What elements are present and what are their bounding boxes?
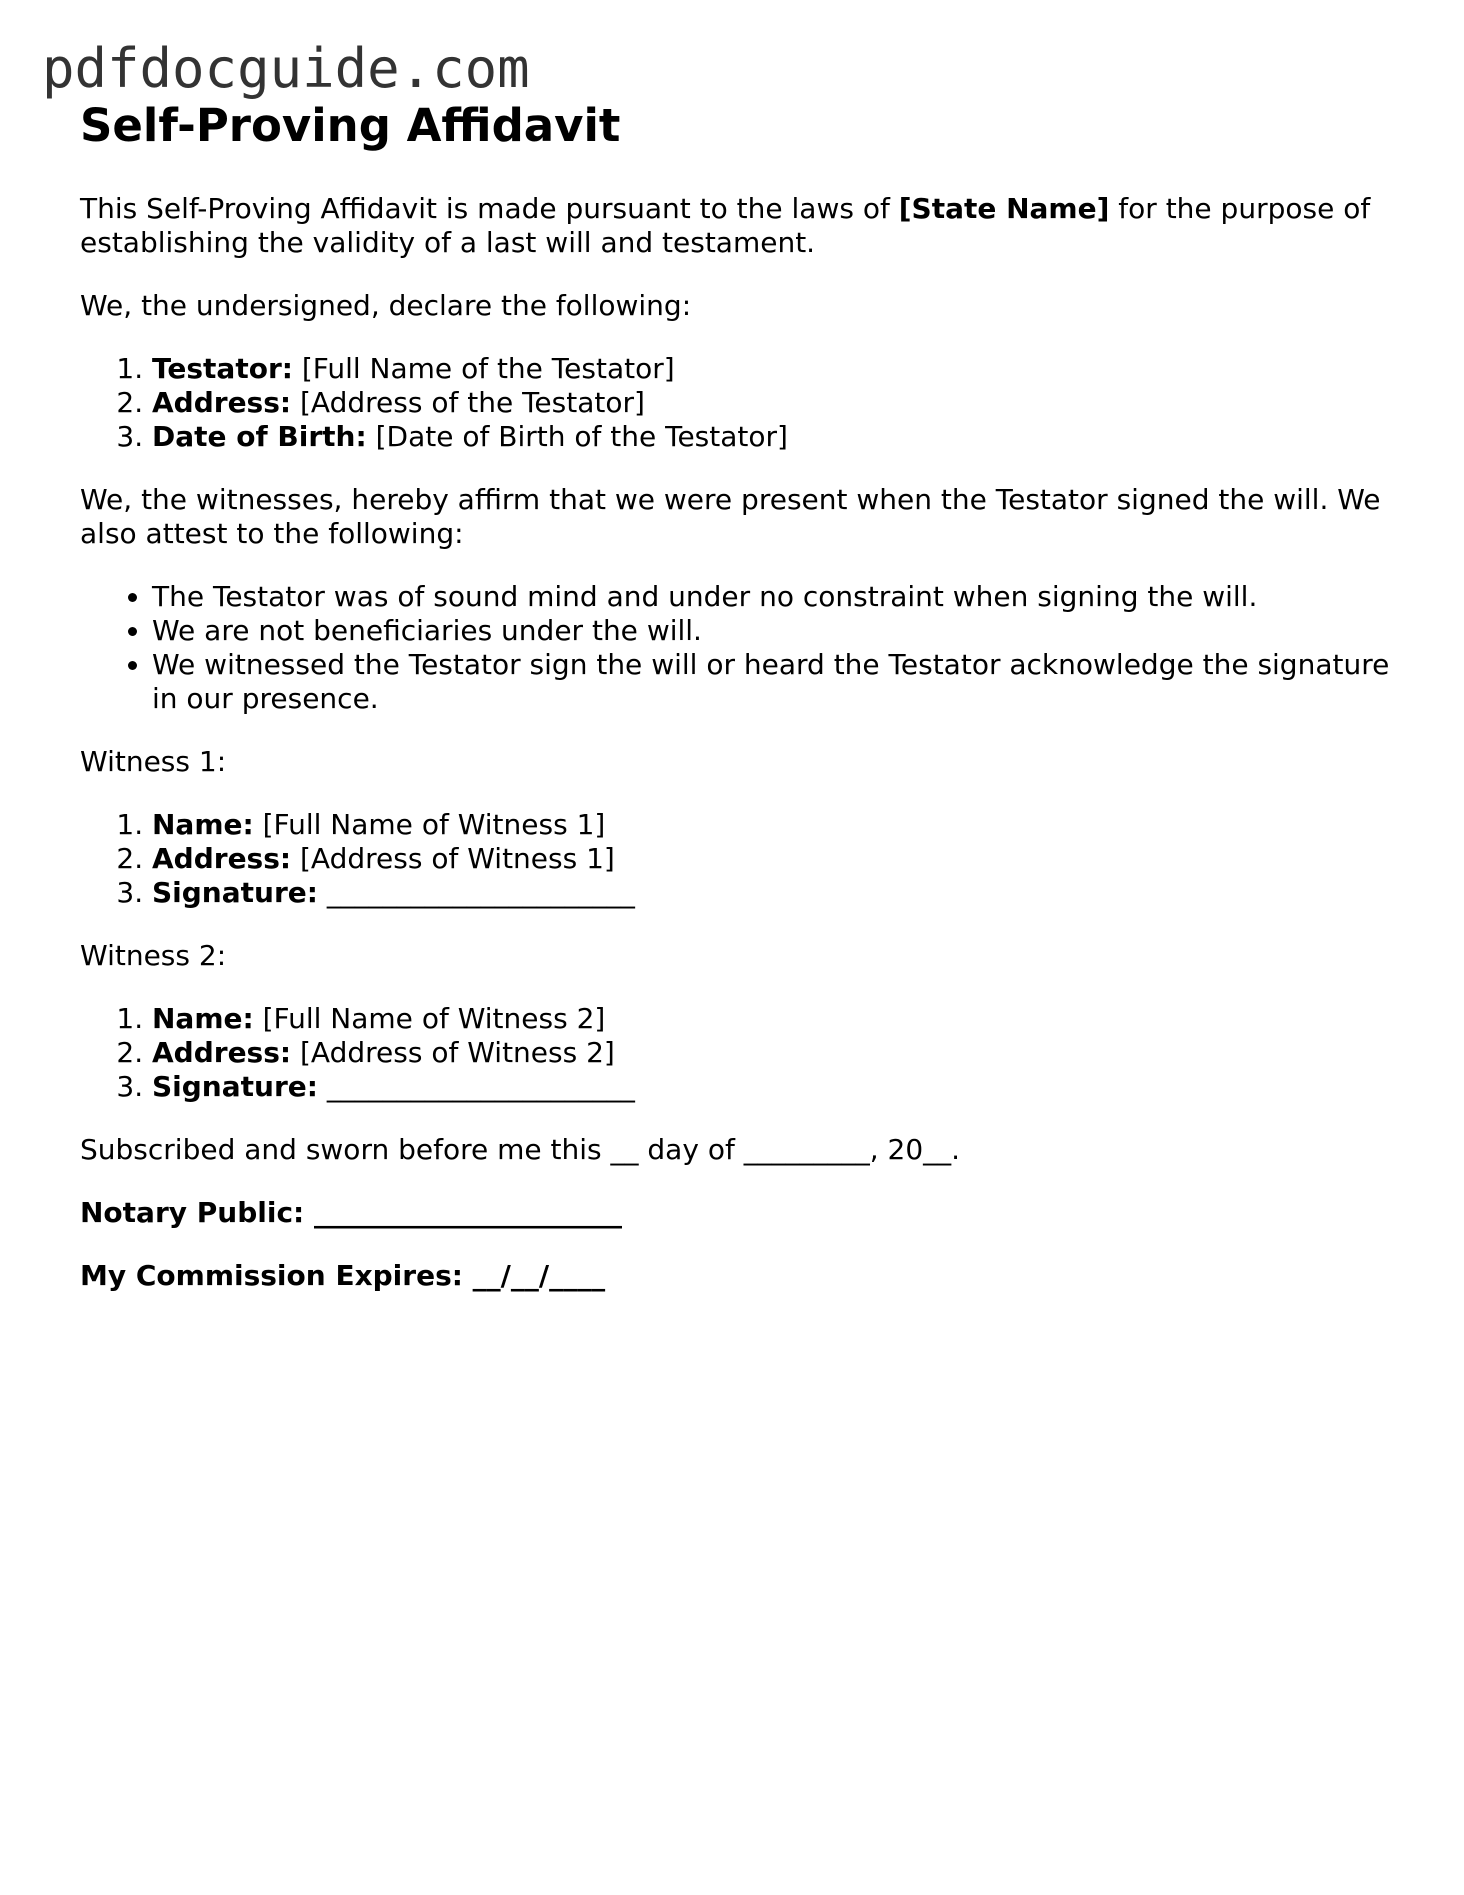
commission-date-blank: __/__/____ <box>462 1259 606 1292</box>
item-value: [Date of Birth of the Testator] <box>366 420 788 453</box>
item-value: [Full Name of Witness 1] <box>253 808 606 841</box>
witness2-signature-item <box>152 1070 1390 1104</box>
witness2-heading: Witness 2: <box>80 939 227 972</box>
item-label: Address: <box>152 1036 292 1069</box>
item-label: Testator: <box>152 352 293 385</box>
item-label: Address: <box>152 842 292 875</box>
attestation-list <box>80 580 1390 716</box>
attestation-item: • The Testator was of sound mind and under no constraint when signing the will. <box>152 580 1390 614</box>
witness2-name-item <box>152 1002 1390 1036</box>
item-value: [Full Name of Witness 2] <box>253 1002 606 1035</box>
notary-signature-line: ______________________ <box>304 1196 622 1229</box>
state-name-placeholder: [State Name] <box>898 192 1110 225</box>
witness1-list <box>80 808 1390 910</box>
attestation-item: • We are not beneficiaries under the will. <box>152 614 1390 648</box>
commission-line <box>80 1259 1390 1293</box>
intro-text-before: This Self-Proving Affidavit is made pursuant to the laws of <box>80 192 899 225</box>
item-label: Date of Birth: <box>152 420 367 453</box>
watermark-logo: pdfdocguide.com <box>42 37 530 100</box>
witness1-address-item <box>152 842 1390 876</box>
signature-line: ______________________ <box>317 1070 635 1103</box>
testator-details-list <box>80 352 1390 454</box>
item-label: Name: <box>152 1002 254 1035</box>
affidavit-document <box>80 98 1390 1322</box>
item-label: Name: <box>152 808 254 841</box>
witness1-name-item <box>152 808 1390 842</box>
notary-label: Notary Public: <box>80 1196 305 1229</box>
witness2-address-item <box>152 1036 1390 1070</box>
affirm-paragraph: We, the witnesses, hereby affirm that we were present when the Testator signed the will. We also attest to the following: <box>80 483 1381 550</box>
item-value: [Address of Witness 1] <box>291 842 615 875</box>
item-label: Signature: <box>152 876 318 909</box>
item-value: [Address of Witness 2] <box>291 1036 615 1069</box>
attestation-item: • We witnessed the Testator sign the will or heard the Testator acknowledge the signature in our presence. <box>152 648 1390 716</box>
witness2-list <box>80 1002 1390 1104</box>
item-label: Address: <box>152 386 292 419</box>
witness1-signature-item <box>152 876 1390 910</box>
subscribed-paragraph: Subscribed and sworn before me this __ day of _________, 20__. <box>80 1133 961 1166</box>
intro-paragraph <box>80 192 1390 260</box>
testator-name-item <box>152 352 1390 386</box>
notary-line <box>80 1196 1390 1230</box>
declare-paragraph: We, the undersigned, declare the following: <box>80 289 692 322</box>
item-value: [Address of the Testator] <box>291 386 645 419</box>
item-value: [Full Name of the Testator] <box>292 352 675 385</box>
signature-line: ______________________ <box>317 876 635 909</box>
item-label: Signature: <box>152 1070 318 1103</box>
document-title: Self-Proving Affidavit <box>80 99 621 152</box>
testator-dob-item <box>152 420 1390 454</box>
intro-text-after: for the purpose of establishing the validity of a last will and testament. <box>80 192 1371 259</box>
testator-address-item <box>152 386 1390 420</box>
witness1-heading: Witness 1: <box>80 745 227 778</box>
commission-label: My Commission Expires: <box>80 1259 463 1292</box>
